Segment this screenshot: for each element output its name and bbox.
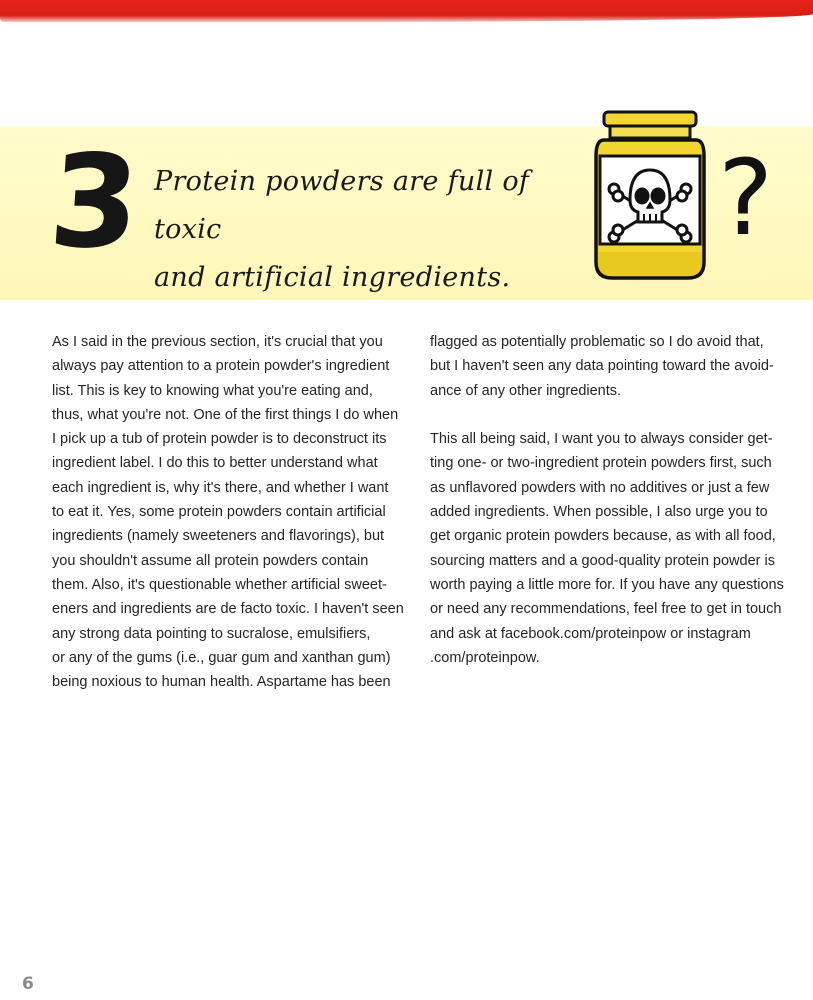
text-line: any strong data pointing to sucralose, emulsifiers, (52, 625, 371, 642)
body-column-left (52, 330, 402, 694)
paragraph (430, 330, 785, 403)
text-line: but I haven't seen any data pointing toward the avoid- (430, 358, 774, 375)
section-number: 3 (44, 128, 143, 277)
text-line: you shouldn't assume all protein powders contain (52, 552, 369, 569)
text-line: As I said in the previous section, it's crucial that you (52, 334, 383, 350)
text-line: This all being said, I want you to always consider get- (430, 431, 773, 448)
text-line: ting one- or two-ingredient protein powders first, such (430, 455, 772, 472)
headline-line: Protein powders are full of toxic (154, 166, 530, 245)
headline-line: and artificial ingredients. (154, 262, 511, 293)
text-line: and ask at facebook.com/proteinpow or instagram (430, 625, 751, 642)
top-accent-bar (0, 0, 813, 22)
page-number: 6 (22, 974, 34, 994)
question-mark-icon: ? (718, 137, 774, 259)
section-headline (154, 158, 574, 302)
body-column-right (430, 330, 785, 670)
text-line: each ingredient is, why it's there, and whether I want (52, 479, 389, 496)
text-line: added ingredients. When possible, I also urge you to (430, 504, 768, 521)
text-line: get organic protein powders because, as with all food, (430, 528, 776, 545)
text-line: ingredients (namely sweeteners and flavorings), but (52, 528, 385, 545)
text-line: worth paying a little more for. If you have any questions (430, 576, 784, 593)
paragraph (52, 330, 402, 694)
text-line: always pay attention to a protein powder's ingredient (52, 358, 390, 375)
poison-jar-illustration (590, 106, 790, 286)
text-line: thus, what you're not. One of the first things I do when (52, 406, 399, 423)
text-line: to eat it. Yes, some protein powders contain artificial (52, 504, 386, 521)
text-line: or need any recommendations, feel free to get in touch (430, 601, 782, 618)
text-line: being noxious to human health. Aspartame has been (52, 674, 391, 691)
text-line: flagged as potentially problematic so I do avoid that, (430, 334, 764, 350)
text-line: them. Also, it's questionable whether artificial sweet- (52, 576, 387, 593)
text-line: or any of the gums (i.e., guar gum and xanthan gum) (52, 649, 391, 666)
text-line: ance of any other ingredients. (430, 382, 622, 399)
text-line: as unflavored powders with no additives or just a few (430, 479, 770, 496)
paragraph (430, 427, 785, 670)
text-line: I pick up a tub of protein powder is to deconstruct its (52, 431, 387, 448)
text-line: sourcing matters and a good-quality protein powder is (430, 552, 775, 569)
text-line: .com/proteinpow. (430, 649, 540, 666)
text-line: ingredient label. I do this to better understand what (52, 455, 378, 472)
text-line: eners and ingredients are de facto toxic. I haven't seen (52, 601, 404, 618)
text-line: list. This is key to knowing what you're eating and, (52, 382, 373, 399)
